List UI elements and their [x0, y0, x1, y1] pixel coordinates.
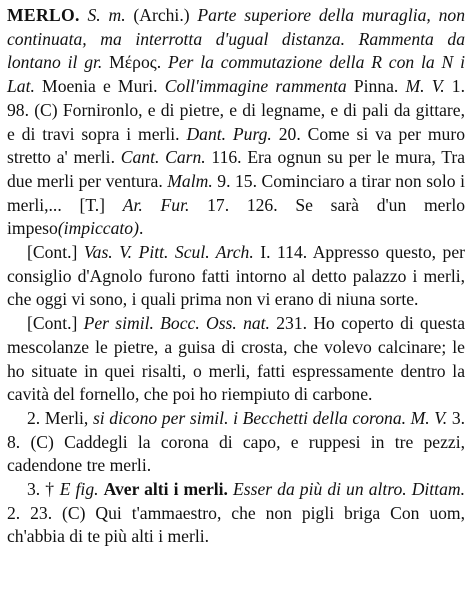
- quotation: Se sarà d'un merlo impeso: [7, 194, 466, 239]
- dagger-mark: †: [45, 479, 55, 500]
- citation-ref: 9. 15.: [217, 170, 257, 191]
- continuation-paragraph-2: [7, 312, 465, 407]
- citation-source: Vas. V. Pitt. Scul. Arch.: [83, 242, 254, 263]
- citation-source: Ar. Fur.: [122, 194, 190, 215]
- gloss-word: (impiccato): [57, 218, 139, 239]
- citation-source: Dant. Purg.: [186, 123, 272, 144]
- image-note: Coll'immagine rammenta: [164, 76, 347, 97]
- greek-word: Μέρος.: [109, 52, 162, 73]
- cont-mark: [Cont.]: [27, 242, 78, 263]
- cont-mark: [Cont.]: [27, 313, 78, 334]
- citation-ref: 116.: [211, 147, 242, 168]
- citation-ref: I. 114.: [260, 242, 308, 263]
- field-label: (Archi.): [133, 5, 190, 25]
- punctuation: .: [138, 218, 144, 239]
- quotation: Ho coperto di questa mescolanze le pietre, a guisa di crosta, che volevo calcinare; le ho situate in quei risalti, o merli, fatti espressamente dentro la cavità del fornello, che poi ho riempiuto di carbone.: [7, 313, 466, 405]
- pinna-word: Pinna.: [353, 76, 399, 97]
- sense-3: [7, 478, 465, 549]
- definition: Parte superiore della muraglia, non continuata, ma interrotta d'ugual distanza. Rammenta da lontano il gr.: [7, 5, 465, 73]
- crusca-mark: (C): [62, 502, 86, 523]
- citation-ref: 231.: [276, 313, 308, 334]
- citation-source: Cant. Carn.: [120, 147, 206, 168]
- quotation: Qui t'ammaestro, che non pigli briga Con uom, ch'abbia di te più alti i merli.: [7, 502, 466, 547]
- entry-main: [7, 4, 465, 241]
- quotation: Appresso questo, per consiglio d'Agnolo furono fatti intorno al detto palazzo i merli, che oggi vi sono, i quali prima non vi erano di niuna sorte.: [7, 242, 465, 310]
- sense-number: 2.: [27, 407, 41, 428]
- phrase-gloss: Esser da più di un altro.: [233, 479, 407, 500]
- citation-ref: 17. 126.: [207, 194, 278, 215]
- quotation: Fornironlo, e di pietre, e di legname, e di pali da gittare, e di travi sopra i merli.: [7, 99, 465, 144]
- citation-source: Dittam.: [411, 479, 465, 500]
- crusca-mark: (C): [30, 431, 54, 452]
- quotation: Era ognun su per le mura, Tra due merli per ventura.: [7, 147, 466, 191]
- latin-words: Moenia e Muri.: [42, 76, 158, 97]
- sense-number: 3.: [27, 479, 41, 500]
- quotation: Caddegli la corona di capo, e ruppesi in tre pezzi, cadendone tre merli.: [7, 431, 466, 476]
- continuation-paragraph-1: [7, 241, 465, 312]
- citation-source: M. V.: [410, 407, 448, 428]
- etymology: Per la commutazione della R con la N i Lat.: [7, 52, 465, 97]
- quotation: Cominciaro a tirar non solo i merli,...: [7, 170, 465, 215]
- citation-source: Malm.: [167, 170, 213, 191]
- citation-ref: 2. 23.: [7, 502, 53, 523]
- phrase: Aver alti i merli.: [103, 479, 228, 500]
- crusca-mark: (C): [34, 99, 58, 120]
- figurative-label: E fig.: [59, 479, 99, 500]
- citation-ref: 1. 98.: [7, 76, 465, 120]
- headword: MERLO.: [7, 5, 80, 25]
- grammar-label: S. m.: [87, 5, 126, 25]
- tommaseo-mark: [T.]: [79, 194, 106, 215]
- sense-2: [7, 407, 465, 478]
- citation-source: Per simil. Bocc. Oss. nat.: [83, 313, 270, 334]
- sense-definition: si dicono per simil. i Becchetti della corona.: [92, 407, 407, 428]
- citation-source: M. V.: [405, 76, 445, 97]
- citation-ref: 3. 8.: [7, 407, 466, 452]
- citation-ref: 20.: [278, 123, 301, 144]
- quotation: Come si va per muro stretto a' merli.: [7, 123, 466, 168]
- sense-headword: Merli,: [44, 407, 89, 428]
